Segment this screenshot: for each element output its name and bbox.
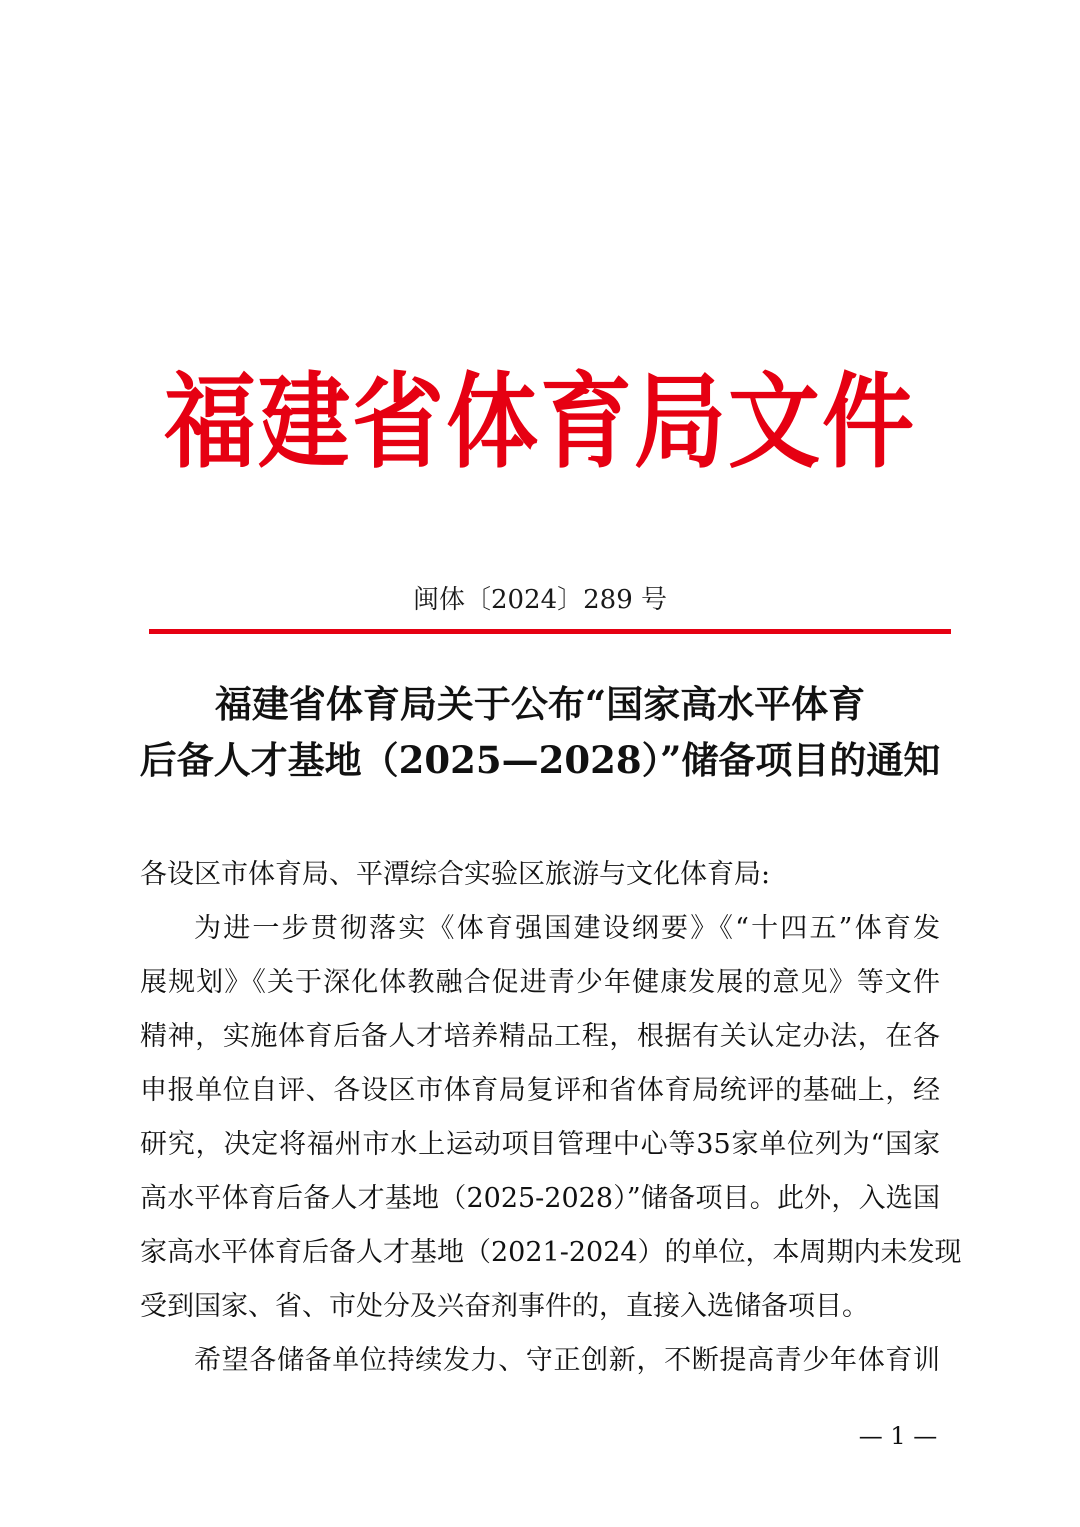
document-number: 闽体〔2024〕289 号 xyxy=(412,585,668,615)
body-line: 高水平体育后备人才基地（2025-2028）”储备项目。此外，入选国 xyxy=(140,1183,940,1214)
document-masthead: 福建省体育局文件 xyxy=(163,361,916,483)
body-line: 为进一步贯彻落实《体育强国建设纲要》《“十四五”体育发 xyxy=(194,913,940,944)
red-separator-line xyxy=(149,629,951,634)
body-line: 精神，实施体育后备人才培养精品工程，根据有关认定办法，在各 xyxy=(140,1021,940,1052)
page-number: — 1 — xyxy=(858,1422,938,1450)
body-line: 希望各储备单位持续发力、守正创新，不断提高青少年体育训 xyxy=(194,1345,940,1376)
body-line: 申报单位自评、各设区市体育局复评和省体育局统评的基础上，经 xyxy=(140,1075,940,1106)
body-line: 展规划》《关于深化体教融合促进青少年健康发展的意见》等文件 xyxy=(140,967,940,998)
document-title xyxy=(0,676,1080,788)
body-line: 家高水平体育后备人才基地（2021-2024）的单位，本周期内未发现 xyxy=(140,1237,962,1268)
addressee: 各设区市体育局、平潭综合实验区旅游与文化体育局: xyxy=(140,859,771,890)
body-line: 研究，决定将福州市水上运动项目管理中心等35家单位列为“国家 xyxy=(140,1129,940,1160)
title-line-1: 福建省体育局关于公布“国家高水平体育 xyxy=(214,682,866,726)
document-body xyxy=(140,902,962,1388)
title-line-2: 后备人才基地（2025—2028）”储备项目的通知 xyxy=(139,738,941,782)
body-line: 受到国家、省、市处分及兴奋剂事件的，直接入选储备项目。 xyxy=(140,1291,869,1322)
